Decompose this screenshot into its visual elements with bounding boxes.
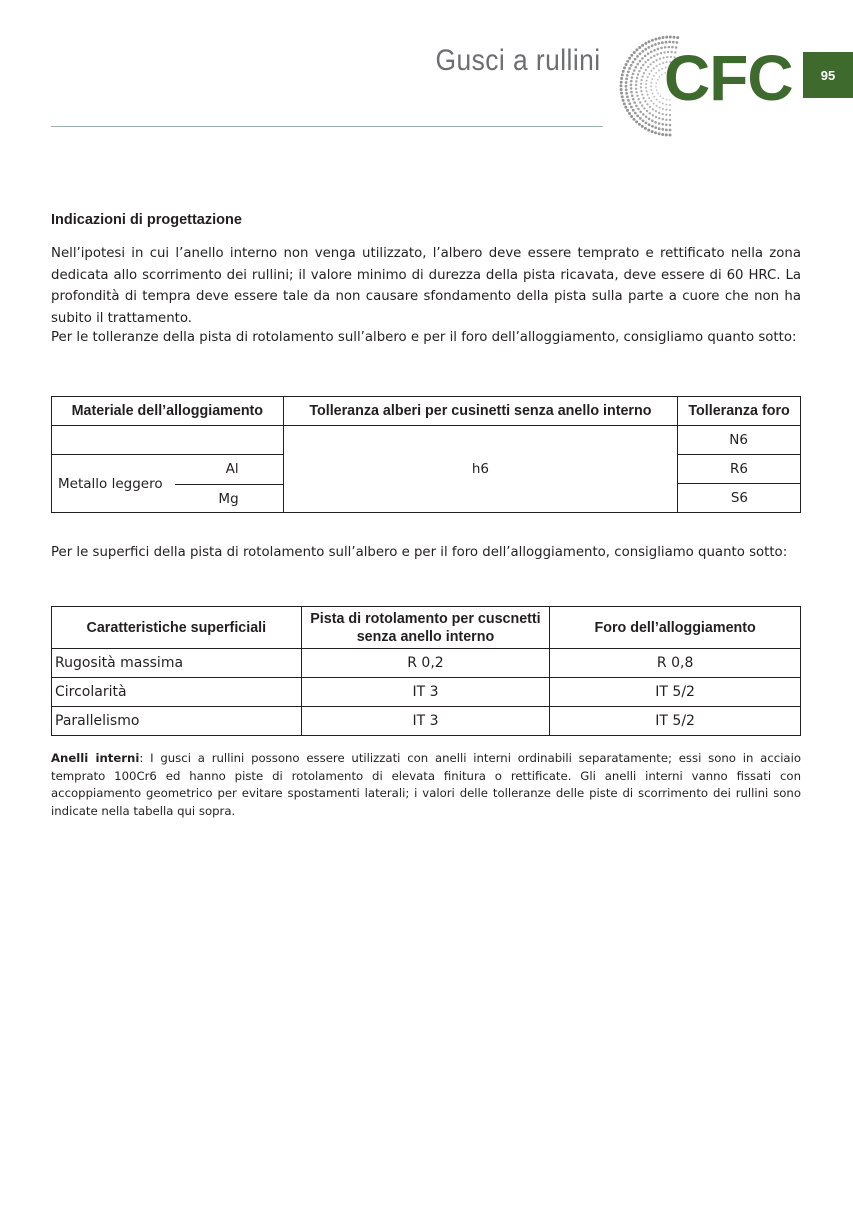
bore-value: R 0,8 bbox=[550, 649, 801, 678]
surface-paragraph: Per le superfici della pista di rotolamento sull’albero e per il foro dell’alloggiamento, consigliamo quanto sotto: bbox=[51, 545, 788, 560]
tolerance-table bbox=[51, 396, 801, 513]
page-number: 95 bbox=[820, 67, 836, 83]
header-divider bbox=[51, 126, 603, 127]
column-header-shaft-raceway: Pista di rotolamento per cuscnetti senza anello interno bbox=[301, 607, 550, 649]
bore-value: IT 5/2 bbox=[550, 707, 801, 736]
empty-cell bbox=[52, 426, 284, 455]
column-header-surface: Caratteristiche superficiali bbox=[52, 607, 302, 649]
column-header-housing-bore: Foro dell’alloggiamento bbox=[550, 607, 801, 649]
table-row bbox=[52, 678, 801, 707]
shaft-value: R 0,2 bbox=[301, 649, 550, 678]
design-paragraph-2: Per le tolleranze della pista di rotolamento sull’albero e per il foro dell’alloggiamento, consigliamo quanto sotto: bbox=[51, 330, 797, 345]
shaft-tolerance-cell: h6 bbox=[283, 426, 678, 513]
row-label: Parallelismo bbox=[52, 707, 302, 736]
row-label: Rugosità massima bbox=[52, 649, 302, 678]
page-title: Gusci a rullini bbox=[435, 44, 601, 77]
material-bracket-line bbox=[175, 484, 283, 485]
bore-tolerance-cell: N6 bbox=[678, 426, 801, 455]
table-header-row bbox=[52, 397, 801, 426]
note-text: : I gusci a rullini possono essere utilizzati con anelli interni ordinabili separatamente; essi sono in acciaio temprato 100Cr6 ed hanno piste di rotolamento di elevata finitura o rettificate. Gli anelli interni vanno fissati con accoppiamento geometrico per evitare spostamenti laterali; i valori delle tolleranze delle piste di scorrimento dei rullini sono indicate nella tabella qui sopra. bbox=[51, 751, 801, 818]
material-mg-label: Mg bbox=[218, 491, 239, 507]
material-group-label: Metallo leggero bbox=[58, 475, 163, 492]
table-row bbox=[52, 426, 801, 455]
column-header-shaft-tolerance: Tolleranza alberi per cusinetti senza anello interno bbox=[283, 397, 678, 426]
note-lead: Anelli interni bbox=[51, 751, 140, 765]
logo-wordmark: CFC bbox=[664, 42, 793, 114]
bore-tolerance-cell: R6 bbox=[678, 455, 801, 484]
table-row bbox=[52, 707, 801, 736]
row-label: Circolarità bbox=[52, 678, 302, 707]
cfc-logo bbox=[618, 34, 794, 138]
design-paragraph-1: Nell’ipotesi in cui l’anello interno non venga utilizzato, l’albero deve essere temprato e rettificato nella zona dedicata allo scorrimento dei rullini; il valore minimo di durezza della pista ricavata, deve essere di 60 HRC. La profondità di tempra deve essere tale da non causare sfondamento della pista sulla parte a cuore che non ha subito il trattamento. bbox=[51, 246, 801, 326]
table-row bbox=[52, 649, 801, 678]
section-heading: Indicazioni di progettazione bbox=[51, 212, 242, 228]
table-header-row bbox=[52, 607, 801, 649]
column-header-bore-tolerance: Tolleranza foro bbox=[678, 397, 801, 426]
material-al-label: Al bbox=[225, 461, 239, 477]
column-header-material: Materiale dell’alloggiamento bbox=[52, 397, 284, 426]
page-number-tab bbox=[803, 52, 853, 98]
bore-tolerance-cell: S6 bbox=[678, 484, 801, 513]
inner-rings-note bbox=[51, 750, 801, 820]
material-cell bbox=[52, 455, 284, 513]
bore-value: IT 5/2 bbox=[550, 678, 801, 707]
shaft-value: IT 3 bbox=[301, 678, 550, 707]
shaft-value: IT 3 bbox=[301, 707, 550, 736]
surface-table bbox=[51, 606, 801, 736]
